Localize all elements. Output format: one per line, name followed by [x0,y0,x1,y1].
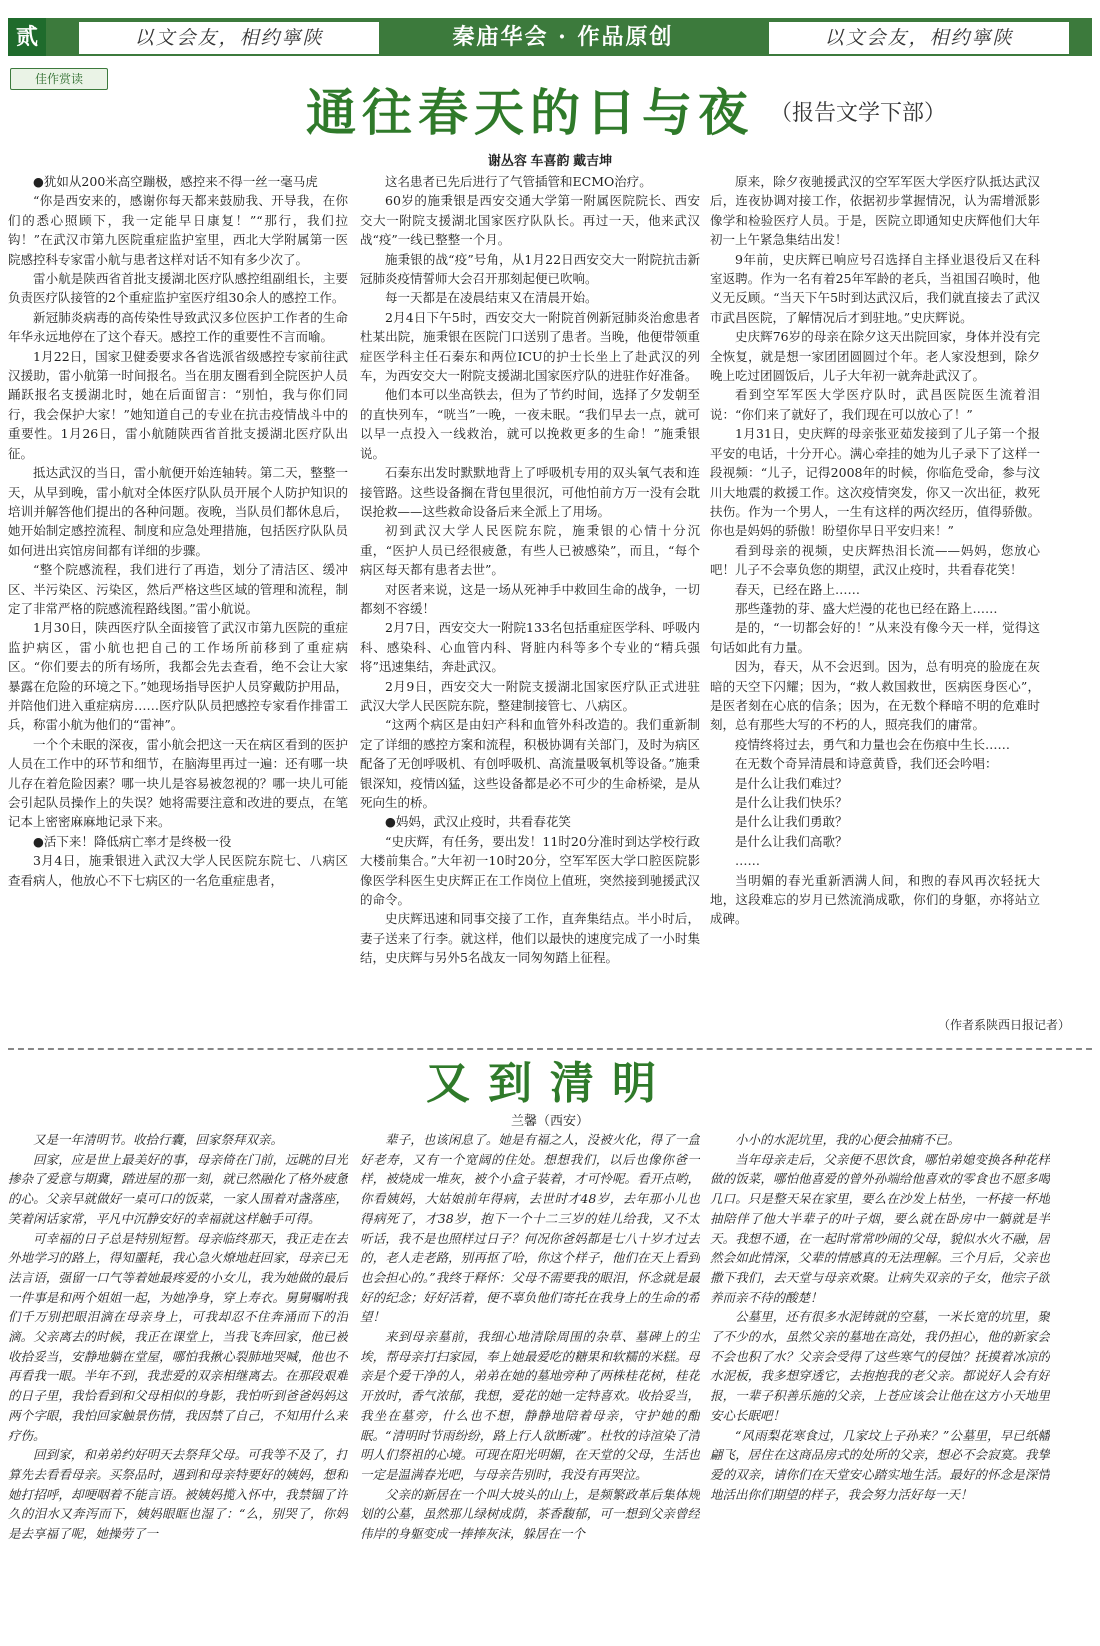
paragraph: ●犹如从200米高空蹦极，感控来不得一丝一毫马虎 [33,174,318,189]
paragraph: 是什么让我们高歌？ [735,833,848,849]
paragraph: 9年前，史庆辉已响应号召选择自主择业退役后又在科室返聘。作为一名有着25年军龄的老兵，当祖国召唤时，他义无反顾。“当天下午5时到达武汉后，我们就直接去了武汉市武昌医院，了解情况后才到驻地。”史庆辉说。 [710,251,1040,325]
paragraph: ●活下来！降低病亡率才是终极一役 [33,833,232,849]
section-title: 秦庙华会 · 作品原创 [452,24,674,50]
paragraph: 初到武汉大学人民医院东院，施秉银的心情十分沉重，“医护人员已经很疲惫，有些人已被感染”，而且，“每个病区每天都有患者去世”。 [360,523,700,578]
page-header-bar [8,18,1092,56]
paragraph: 2月7日，西安交大一附院133名包括重症医学科、呼吸内科、感染科、心血管内科、肾脏内科等多个专业的“精兵强将”迅速集结，奔赴武汉。 [360,620,700,675]
paragraph: 1月30日，陕西医疗队全面接管了武汉市第九医院的重症监护病区，雷小航也把自己的工作场所前移到了重症病区。“你们要去的所有场所，我都会先去查看，绝不会让大家暴露在危险的环境之下。”她现场指导医护人员穿戴防护用品，并陪他们进入重症病房……医疗队队员把感控专家看作排雷工兵，称雷小航为他们的“雷神”。 [8,620,348,733]
essay-column-2 [360,1130,700,1640]
paragraph: 回家，应是世上最美好的事，母亲倚在门前，远眺的目光掺杂了爱意与期冀，踏进屋的那一刻，就已然融化了格外疲惫的心。父亲早就做好一桌可口的饭菜，一家人围着对盏落座，笑着闲话家常，平凡中沉静安好的幸福就这样触手可得。 [8,1151,348,1226]
article-title: 通往春天的日与夜 [306,83,754,142]
paragraph: 可幸福的日子总是特别短暂。母亲临终那天，我正走在去外地学习的路上，得知噩耗，我心急火燎地赶回家，母亲已无法言语，强留一口气等着她最疼爱的小女儿，我为她做的最后一件事是和两个姐姐一起，为她净身，穿上寿衣。舅舅嘱咐我们千万别把眼泪滴在母亲身上，可我却忍不住奔涌而下的泪滴。父亲离去的时候，我正在课堂上，当我飞奔回家，他已被收拾妥当，安静地躺在堂屋，哪怕我揪心裂肺地哭喊，他也不再看我一眼。半年不到，我悲爱的双亲相继离去。在那段艰难的日子里，我恰看到和父母相似的身影，我怕听到爸爸妈妈这两个字眼，我怕回家触景伤情，我因禁了自己，不知用什么来疗伤。 [8,1230,348,1443]
article-divider [8,1048,1092,1050]
essay-author: 兰馨（西安） [510,1113,589,1128]
paragraph: 2月9日，西安交大一附院支援湖北国家医疗队正式进驻武汉大学人民医院东院，整建制接管七、八病区。 [360,678,700,713]
article-column-3 [710,172,1040,1032]
paragraph: 看到空军军医大学医疗队时，武昌医院医生流着泪说：“你们来了就好了，我们现在可以放心了！” [710,387,1040,422]
paragraph: 在无数个奇异清晨和诗意黄昏，我们还会吟唱： [735,756,998,772]
slogan-right: 以文会友，相约寧陕 [768,21,1070,55]
paragraph: 是什么让我们难过？ [735,775,848,791]
paragraph: 当年母亲走后，父亲便不思饮食，哪怕弟媳变换各种花样做的饭菜，哪怕他喜爱的曾外孙端给他喜欢的零食也不愿多喝几口。只是整天呆在家里，要么在沙发上枯坐，一杯接一杯地抽陪伴了他大半辈子的叶子烟，要么就在卧房中一躺就是半天。我想不通，在一起时常常吵闹的父母，貌似水火不融，居然会如此情深，父辈的情感真的无法理解。三个月后，父亲也撒下我们，去天堂与母亲欢聚。让病失双亲的子女，他宗子欲养而亲不待的酸楚！ [710,1151,1050,1305]
paragraph: “这两个病区是由妇产科和血管外科改造的。我们重新制定了详细的感控方案和流程，积极协调有关部门，及时为病区配备了无创呼吸机、有创呼吸机、高流量吸氧机等设备。”施秉银深知，疫情凶猛，这些设备都是必不可少的生命桥梁，是从死向生的桥。 [360,717,700,810]
paragraph: “史庆辉，有任务，要出发！11时20分准时到达学校行政大楼前集合。”大年初一10时20分，空军军医大学口腔医院影像医学科医生史庆辉正在工作岗位上值班，突然接到驰援武汉的命令。 [360,833,700,908]
paragraph: 疫情终将过去，勇气和力量也会在伤痕中生长…… [735,736,1011,752]
paragraph: “整个院感流程，我们进行了再造，划分了清洁区、缓冲区、半污染区、污染区，然后严格这些区域的管理和流程，制定了非常严格的院感流程路线图。”雷小航说。 [8,562,348,616]
paragraph: 是什么让我们快乐？ [735,795,848,810]
paragraph: 雷小航是陕西省首批支援湖北医疗队感控组副组长，主要负责医疗队接管的2个重症监护室医疗组30余人的感控工作。 [8,271,348,306]
paragraph: 石秦东出发时默默地背上了呼吸机专用的双头氧气表和连接管路。这些设备搁在背包里很沉，可他怕前方万一没有会耽误抢救——这些救命设备后来全派上了用场。 [360,465,700,519]
paragraph: 原来，除夕夜驰援武汉的空军军医大学医疗队抵达武汉后，连夜协调对接工作，依据初步掌握情况，认为需增派影像学和检验医疗人员。于是，医院立即通知史庆辉他们大年初一上午紧急集结出发！ [710,174,1040,248]
paragraph: 施秉银的战“疫”号角，从1月22日西安交大一附院抗击新冠肺炎疫情誓师大会召开那刻起便已吹响。 [360,251,700,287]
paragraph: 1月22日，国家卫健委要求各省选派省级感控专家前往武汉援助，雷小航第一时间报名。当在朋友圈看到全院医护人员踊跃报名支援湖北时，她在后面留言：“别怕，我与你们同行，我会保护大家！”她知道自己的专业在抗击疫情战斗中的重要性。1月26日，雷小航随陕西省首批支援湖北医疗队出征。 [8,348,348,461]
paragraph: 小小的水泥坑里，我的心便会抽痛不已。 [735,1132,961,1147]
paragraph: 父亲的新居在一个叫大坡头的山上，是频繁政革后集体规划的公墓，虽然那儿绿树成荫，茶香馥郁，可一想到父亲曾经伟岸的身躯变成一捧捧灰沫，躲居在一个 [360,1486,700,1542]
section-tag: 佳作赏读 [10,68,108,90]
paragraph: 2月4日下午5时，西安交大一附院首例新冠肺炎治愈患者杜某出院，施秉银在医院门口送别了患者。当晚，他便带领重症医学科主任石秦东和两位ICU的护士长坐上了赴武汉的列车，为西安交大一附院支援湖北国家医疗队的进驻作好准备。 [360,309,700,384]
article-subtitle: （报告文学下部） [770,100,947,125]
paragraph: 来到母亲墓前，我细心地清除周围的杂草、墓碑上的尘埃，帮母亲打扫家园，奉上她最爱吃的糖果和软糯的米糕。母亲是个爱干净的人，弟弟在她的墓地旁种了两株桂花树，桂花开放时，香气浓郁，我想，爱花的她一定特喜欢。收拾妥当，我坐在墓旁，什么也不想，静静地陪着母亲，守护她的酣眠。“清明时节雨纷纷，路上行人欲断魂”。杜牧的诗渲染了清明人们祭祖的心境。可现在阳光明媚，在天堂的父母，生活也一定是温满春光吧，与母亲告别时，我没有再哭泣。 [360,1329,700,1482]
paragraph: 他们本可以坐高铁去，但为了节约时间，选择了夕发朝至的直快列车，“咣当”一晚，一夜未眠。“我们早去一点，就可以早一点投入一线救治，就可以挽救更多的生命！”施秉银说。 [360,387,700,461]
article-column-1 [8,172,348,1032]
essay-title: 又到清明 [426,1058,674,1109]
essay-column-3 [710,1130,1050,1640]
paragraph: …… [735,853,760,869]
paragraph: 那些蓬勃的芽、盛大烂漫的花也已经在路上…… [735,600,998,616]
paragraph: 回到家，和弟弟约好明天去祭拜父母。可我等不及了，打算先去看看母亲。买祭品时，遇到和母亲特要好的姨妈，想和她打招呼，却哽咽着不能言语。被姨妈揽入怀中，我禁锢了许久的泪水又奔泻而下，姨妈眼眶也湿了：“么，别哭了，你妈是去享福了呢，她操劳了一 [8,1447,348,1542]
paragraph: 又是一年清明节。收拾行囊，回家祭拜双亲。 [33,1132,284,1147]
author-note: （作者系陕西日报记者） [937,1018,1070,1032]
paragraph: 这名患者已先后进行了气管插管和ECMO治疗。 [385,174,652,189]
paragraph: 公墓里，还有很多水泥铸就的空墓，一米长宽的坑里，聚了不少的水，虽然父亲的墓地在高处，我仍担心，他的新家会不会也积了水？父亲会受得了这些寒气的侵蚀？抚摸着冰凉的水泥板，我多想穿透它，去抱抱我的老父亲。都说好人会有好报，一辈子积善乐施的父亲，上苍应该会让他在这方小天地里安心长眠吧！ [710,1309,1050,1423]
paragraph: 3月4日，施秉银进入武汉大学人民医院东院七、八病区查看病人，他放心不下七病区的一名危重症患者， [8,853,348,888]
paragraph: 是的，“一切都会好的！”从来没有像今天一样，觉得这句话如此有力量。 [710,620,1040,655]
article-authors: 谢丛容 车喜韵 戴吉坤 [487,153,613,168]
paragraph: “风雨梨花寒食过，几家坟上子孙来？”公墓里，早已纸幡翩飞，居住在这商品房式的处所的父亲，想必不会寂寞。我挚爱的双亲，请你们在天堂安心踏实地生活。最好的怀念是深情地活出你们期望的样子，我会努力活好每一天！ [710,1427,1050,1502]
paragraph: 因为，春天，从不会迟到。因为，总有明亮的脸庞在灰暗的天空下闪耀；因为，“救人救国救世，医病医身医心”，是医者刻在心底的信条；因为，在无数个释暗不明的危难时刻，总有那些大写的不朽的人，照亮我们的庸常。 [710,659,1040,733]
paragraph: “你是西安来的，感谢你每天都来鼓励我、开导我，在你们的悉心照顾下，我一定能早日康复！”“那行，我们拉钩！”在武汉市第九医院重症监护室里，西北大学附属第一医院感控科专家雷小航与患者这样对话不知有多少次了。 [8,193,348,267]
paragraph: 是什么让我们勇敢？ [735,814,848,830]
essay-column-1 [8,1130,348,1640]
paragraph: ●妈妈，武汉止疫时，共看春花笑 [385,814,571,830]
paragraph: 看到母亲的视频，史庆辉热泪长流——妈妈，您放心吧！儿子不会辜负您的期望，武汉止疫时，共看春花笑！ [710,542,1040,578]
paragraph: 60岁的施秉银是西安交通大学第一附属医院院长、西安交大一附院支援湖北国家医疗队队长。再过一天，他来武汉战“疫”一线已整整一个月。 [360,193,700,248]
paragraph: 春天，已经在路上…… [735,581,861,597]
paragraph: 对医者来说，这是一场从死神手中救回生命的战争，一切都刻不容缓！ [360,581,700,616]
slogan-left: 以文会友，相约寧陕 [78,21,380,55]
paragraph: 新冠肺炎病毒的高传染性导致武汉多位医护工作者的生命年华永远地停在了这个春天。感控工作的重要性不言而喻。 [8,309,348,345]
paragraph: 抵达武汉的当日，雷小航便开始连轴转。第二天，整整一天，从早到晚，雷小航对全体医疗队队员开展个人防护知识的培训并解答他们提出的各种问题。夜晚，当队员们都休息后，她开始制定感控流程、制度和应急处理措施，包括医疗队队员如何进出宾馆房间都有详细的步骤。 [8,465,348,558]
paragraph: 每一天都是在凌晨结束又在清晨开始。 [385,290,598,306]
paragraph: 史庆辉迅速和同事交接了工作，直奔集结点。半小时后，妻子送来了行李。就这样，他们以最快的速度完成了一小时集结，史庆辉与另外5名战友一同匆匆踏上征程。 [360,911,700,966]
paragraph: 辈子，也该闲息了。她是有福之人，没被火化，得了一盒好老寿，又有一个宽阔的住处。想想我们，以后也像你爸一样，被烧成一堆灰，被个小盒子装着，才可怜呢。看开点哟，你看姨妈，大姑娘前年得病，去世时才48岁，去年那小儿也得病死了，才38岁，抱下一个十二三岁的娃儿给我，又不太听话，我不是也照样过日子？何况你爸妈都是七八十岁才过去的，老人走老路，别再抠了哈，你这个样子，他们在天上看到也会担心的。”我终于释怀：父母不需要我的眼泪，怀念就是最好的纪念；好好活着，便不辜负他们寄托在我身上的生命的希望！ [360,1132,700,1325]
page-number: 贰 [8,18,46,56]
paragraph: 当明媚的春光重新洒满人间，和煦的春风再次轻抚大地，这段难忘的岁月已然流淌成歌，你们的身躯，亦将站立成碑。 [710,872,1040,927]
paragraph: 史庆辉76岁的母亲在除夕这天出院回家，身体并没有完全恢复，就是想一家团团圆圆过个年。老人家没想到，除夕晚上吃过团圆饭后，儿子大年初一就奔赴武汉了。 [710,329,1040,384]
paragraph: 1月31日，史庆辉的母亲张亚茹发接到了儿子第一个报平安的电话，十分开心。满心牵挂的她为儿子录下了这样一段视频：“儿子，记得2008年的时候，你临危受命，参与汶川大地震的救援工作。这次疫情突发，你又一次出征，救死扶伤。作为一个男人，一生有这样的两次经历，值得骄傲。你也是妈妈的骄傲！盼望你早日平安归来！” [710,426,1040,539]
paragraph: 一个个未眠的深夜，雷小航会把这一天在病区看到的医护人员在工作中的环节和细节，在脑海里再过一遍：还有哪一块儿存在着危险因素？哪一块儿是容易被忽视的？哪一块儿可能会引起队员操作上的失误？她将需要注意和改进的要点，在笔记本上密密麻麻地记录下来。 [8,736,348,830]
article-column-2 [360,172,700,1032]
